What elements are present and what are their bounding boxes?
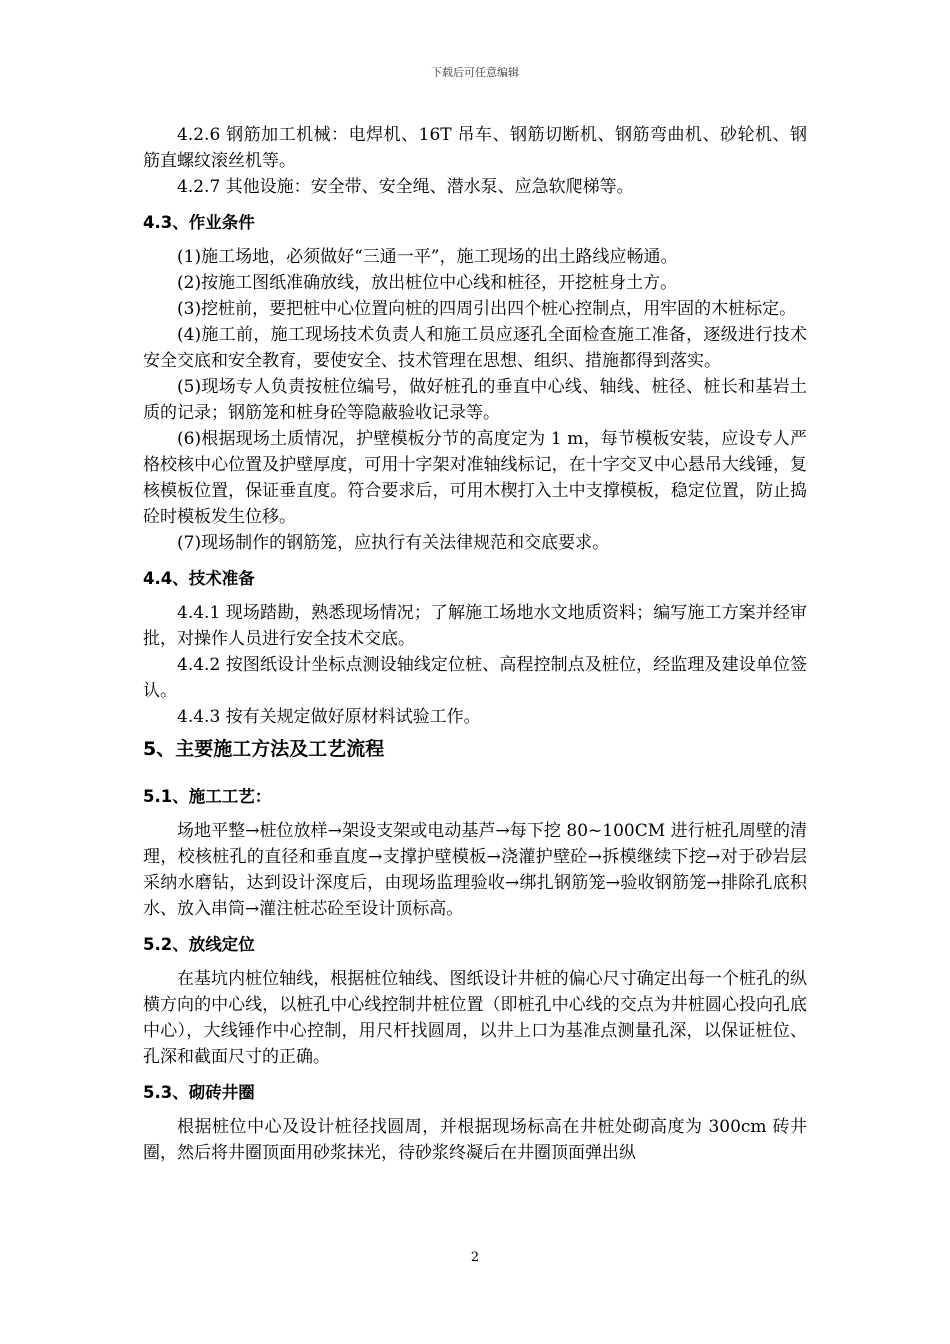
page-number: 2 [470, 1250, 480, 1265]
paragraph: 4.2.6 钢筋加工机械：电焊机、16T 吊车、钢筋切断机、钢筋弯曲机、砂轮机、钢筋直螺纹滚丝机等。 [143, 125, 807, 171]
section-heading: 5.3、砌砖井圈 [143, 1083, 255, 1102]
paragraph: (6)根据现场土质情况，护壁模板分节的高度定为 1 m，每节模板安装，应设专人严格校核中心位置及护壁厚度，可用十字架对准轴线标记，在十字交叉中心悬吊大线锤，复核模板位置，保证垂直度。符合要求后，可用木楔打入土中支撑模板，稳定位置，防止捣砼时模板发生位移。 [143, 429, 807, 527]
paragraph: 4.4.2 按图纸设计坐标点测设轴线定位桩、高程控制点及桩位，经监理及建设单位签认。 [143, 655, 807, 701]
paragraph: (5)现场专人负责按桩位编号，做好桩孔的垂直中心线、轴线、桩径、桩长和基岩土质的记录；钢筋笼和桩身砼等隐蔽验收记录等。 [143, 377, 807, 423]
section-heading: 5.1、施工工艺： [143, 787, 272, 806]
paragraph: 4.4.3 按有关规定做好原材料试验工作。 [177, 707, 481, 727]
section-heading: 4.3、作业条件 [143, 213, 255, 232]
paragraph: 4.2.7 其他设施：安全带、安全绳、潜水泵、应急软爬梯等。 [177, 177, 634, 197]
document-body [143, 122, 807, 1166]
paragraph: (4)施工前，施工现场技术负责人和施工员应逐孔全面检查施工准备，逐级进行技术安全交底和安全教育，要使安全、技术管理在思想、组织、措施都得到落实。 [143, 325, 807, 371]
paragraph: (7)现场制作的钢筋笼，应执行有关法律规范和交底要求。 [177, 533, 610, 553]
paragraph: (2)按施工图纸准确放线，放出桩位中心线和桩径，开挖桩身土方。 [177, 273, 678, 293]
paragraph: (3)挖桩前，要把桩中心位置向桩的四周引出四个桩心控制点，用牢固的木桩标定。 [177, 299, 797, 319]
paragraph: 在基坑内桩位轴线，根据桩位轴线、图纸设计井桩的偏心尺寸确定出每一个桩孔的纵横方向的中心线，以桩孔中心线控制井桩位置（即桩孔中心线的交点为井桩圆心投向孔底中心），大线锤作中心控制，用尺杆找圆周，以井上口为基准点测量孔深，以保证桩位、孔深和截面尺寸的正确。 [143, 969, 807, 1067]
page-header: 下载后可任意编辑 [431, 66, 519, 79]
paragraph: 根据桩位中心及设计桩径找圆周，并根据现场标高在井桩处砌高度为 300cm 砖井圈，然后将井圈顶面用砂浆抹光，待砂浆终凝后在井圈顶面弹出纵 [143, 1117, 807, 1163]
chapter-heading: 5、主要施工方法及工艺流程 [143, 738, 385, 760]
section-heading: 4.4、技术准备 [143, 569, 255, 588]
paragraph: (1)施工场地，必须做好“三通一平”，施工现场的出土路线应畅通。 [177, 247, 678, 267]
paragraph: 场地平整→桩位放样→架设支架或电动基芦→每下挖 80~100CM 进行桩孔周壁的清理，校核桩孔的直径和垂直度→支撑护壁模板→浇灌护壁砼→拆模继续下挖→对于砂岩层采纳水磨钻，达到设计深度后，由现场监理验收→绑扎钢筋笼→验收钢筋笼→排除孔底积水、放入串筒→灌注桩芯砼至设计顶标高。 [143, 821, 807, 919]
paragraph: 4.4.1 现场踏勘，熟悉现场情况；了解施工场地水文地质资料；编写施工方案并经审批，对操作人员进行安全技术交底。 [143, 603, 807, 649]
section-heading: 5.2、放线定位 [143, 935, 255, 954]
